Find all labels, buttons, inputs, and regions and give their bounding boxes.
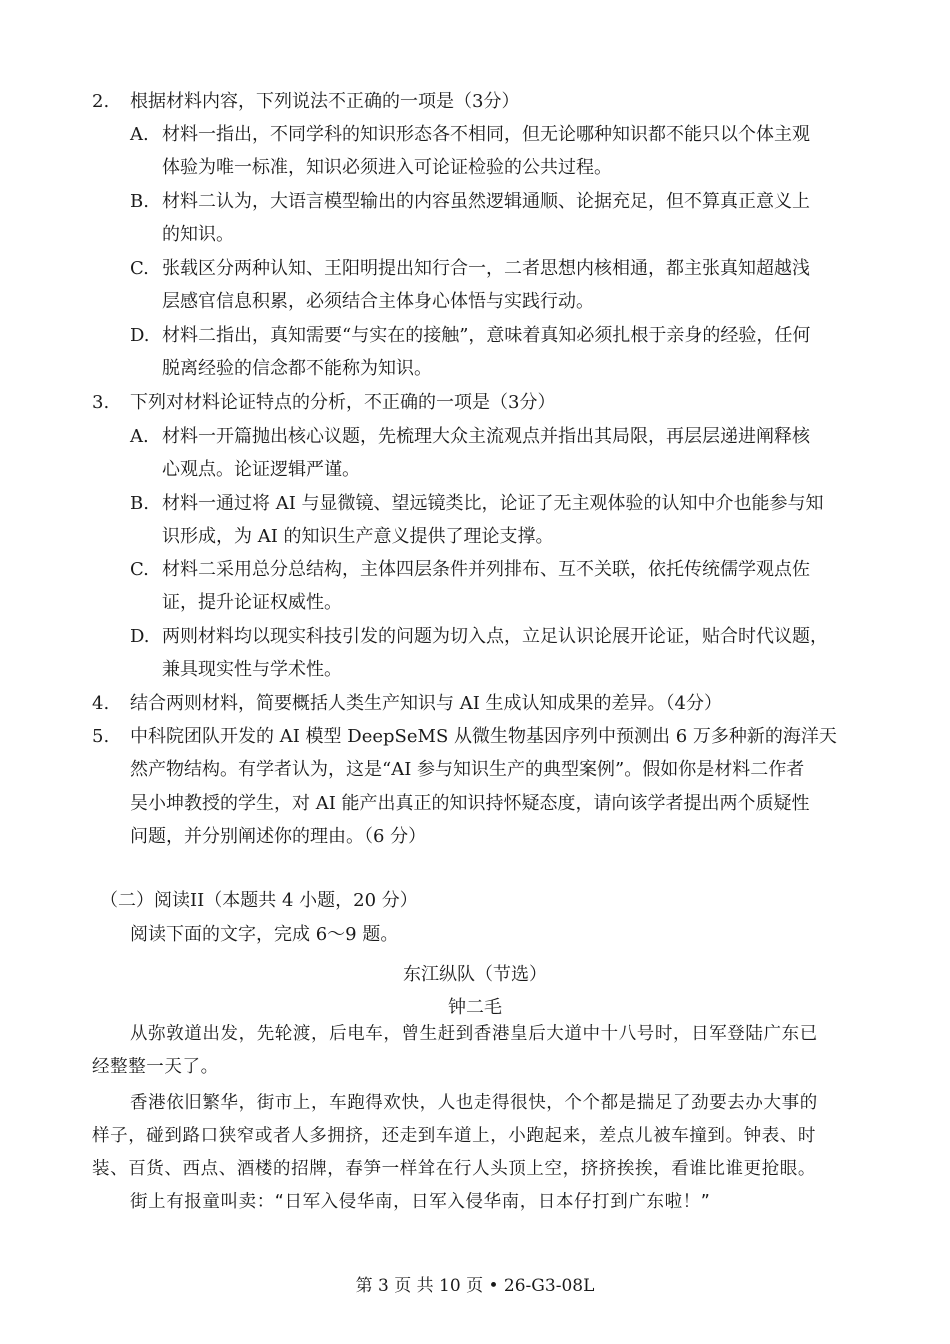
- question-number: 4.: [92, 693, 110, 714]
- section-heading: （二）阅读II（本题共 4 小题，20 分）: [100, 890, 418, 911]
- story-line: 样子，碰到路口狭窄或者人多拥挤，还走到车道上，小跑起来，差点儿被车撞到。钟表、时: [92, 1126, 816, 1146]
- page-footer: 第 3 页 共 10 页 • 26-G3-08L: [355, 1276, 595, 1296]
- question-stem-line: 然产物结构。有学者认为，这是“AI 参与知识生产的典型案例”。假如你是材料二作者: [130, 759, 805, 780]
- option-text: 两则材料均以现实科技引发的问题为切入点，立足认识论展开论证，贴合时代议题，: [162, 626, 828, 647]
- question-number: 3.: [92, 392, 110, 413]
- question-stem-line: 中科院团队开发的 AI 模型 DeepSeMS 从微生物基因序列中预测出 6 万多种新的海洋天: [130, 726, 837, 747]
- option-text: 材料一指出，不同学科的知识形态各不相同，但无论哪种知识都不能只以个体主观: [162, 124, 810, 145]
- story-line: 香港依旧繁华，街市上，车跑得欢快，人也走得很快，个个都是揣足了劲要去办大事的: [130, 1093, 818, 1113]
- option-text: 张载区分两种认知、王阳明提出知行合一，二者思想内核相通，都主张真知超越浅: [162, 258, 810, 279]
- story-line: 装、百货、西点、酒楼的招牌，春笋一样耸在行人头顶上空，挤挤挨挨，看谁比谁更抢眼。: [92, 1159, 816, 1179]
- option-text: 心观点。论证逻辑严谨。: [162, 459, 360, 480]
- option-letter: B.: [130, 493, 149, 514]
- option-letter: D.: [130, 626, 150, 647]
- option-letter: A.: [130, 124, 149, 145]
- question-number: 2.: [92, 91, 110, 112]
- question-stem: 根据材料内容，下列说法不正确的一项是（3分）: [130, 91, 520, 112]
- option-letter: D.: [130, 325, 150, 346]
- option-text: 的知识。: [162, 224, 234, 245]
- story-line: 街上有报童叫卖：“日军入侵华南，日军入侵华南，日本仔打到广东啦！”: [130, 1192, 711, 1212]
- option-letter: B.: [130, 191, 149, 212]
- option-text: 材料二指出，真知需要“与实在的接触”，意味着真知必须扎根于亲身的经验，任何: [162, 325, 811, 346]
- option-text: 兼具现实性与学术性。: [162, 659, 342, 680]
- option-text: 体验为唯一标准，知识必须进入可论证检验的公共过程。: [162, 157, 612, 178]
- option-text: 材料一通过将 AI 与显微镜、望远镜类比，论证了无主观体验的认知中介也能参与知: [162, 493, 824, 514]
- option-text: 识形成，为 AI 的知识生产意义提供了理论支撑。: [162, 526, 554, 547]
- question-stem-line: 吴小坤教授的学生，对 AI 能产出真正的知识持怀疑态度，请向该学者提出两个质疑性: [130, 793, 810, 814]
- option-text: 材料二采用总分总结构，主体四层条件并列排布、互不关联，依托传统儒学观点佐: [162, 559, 810, 580]
- question-stem: 下列对材料论证特点的分析，不正确的一项是（3分）: [130, 392, 556, 413]
- option-letter: C.: [130, 258, 149, 279]
- option-text: 证，提升论证权威性。: [162, 592, 342, 613]
- story-title: 东江纵队（节选）: [403, 964, 547, 985]
- section-instruction: 阅读下面的文字，完成 6～9 题。: [130, 924, 399, 945]
- option-text: 层感官信息积累，必须结合主体身心体悟与实践行动。: [162, 291, 594, 312]
- question-number: 5.: [92, 726, 110, 747]
- option-letter: A.: [130, 426, 149, 447]
- story-line: 从弥敦道出发，先轮渡，后电车，曾生赶到香港皇后大道中十八号时，日军登陆广东已: [130, 1024, 818, 1044]
- option-text: 脱离经验的信念都不能称为知识。: [162, 358, 432, 379]
- option-text: 材料一开篇抛出核心议题，先梳理大众主流观点并指出其局限，再层层递进阐释核: [162, 426, 810, 447]
- option-text: 材料二认为，大语言模型输出的内容虽然逻辑通顺、论据充足，但不算真正意义上: [162, 191, 810, 212]
- story-author: 钟二毛: [448, 997, 502, 1018]
- question-stem: 结合两则材料，简要概括人类生产知识与 AI 生成认知成果的差异。（4分）: [130, 693, 723, 714]
- story-line: 经整整一天了。: [92, 1057, 219, 1077]
- option-letter: C.: [130, 559, 149, 580]
- question-stem-line: 问题，并分别阐述你的理由。（6 分）: [130, 826, 427, 847]
